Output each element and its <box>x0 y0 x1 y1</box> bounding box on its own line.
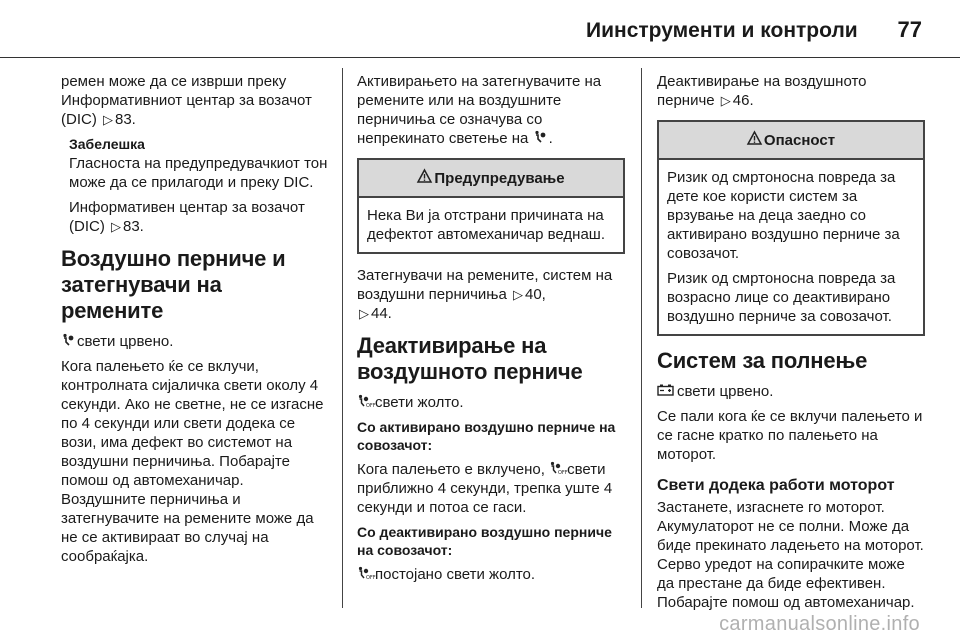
danger-paragraph-1: Ризик од смртоносна повреда за дете кое користи систем за врзување на деца заедно со активирано воздушно перниче за совозачот. <box>667 169 900 262</box>
paragraph-intro: ремен може да се изврши преку Информативниот центар за возачот (DIC) ▷ 83. <box>61 73 312 128</box>
note-paragraph-2: Информативен центар за возачот (DIC) ▷ 83. <box>69 199 305 235</box>
subheading-engine-running: Свети додека работи моторот <box>657 477 895 494</box>
page-ref-arrow-icon: ▷ <box>103 112 113 127</box>
paragraph-deactivation-ref: Деактивирање на воздушното перниче ▷ 46. <box>657 73 867 109</box>
page-ref: 40, <box>525 286 546 303</box>
subheading-airbag-on: Со активирано воздушно перниче на совозачот: <box>357 419 616 453</box>
danger-box <box>657 120 925 336</box>
section-heading-airbag: Воздушно перниче и затегнувачи на ремените <box>61 246 286 323</box>
watermark: carmanualsonline.info <box>719 613 920 635</box>
airbag-on-body: Кога палењето е вклучено, OFF свети приближно 4 секунди, трепка уште 4 секунди и потоа се гаси. <box>357 461 613 516</box>
paragraph-activation: Активирањето на затегнувачите на ремените или на воздушните перничиња се означува со непрекинато светење на . <box>357 73 602 147</box>
airbag-off-icon <box>549 460 568 479</box>
danger-paragraph-2: Ризик од смртоносна повреда за возрасно лице со деактивирано воздушно перниче за совозачот. <box>667 270 896 325</box>
column-divider-1 <box>342 68 343 608</box>
engine-running-body: Застанете, изгаснете го моторот. Акумулаторот не се полни. Може да биде прекинато ладењето на моторот. Серво уредот на сопирачките може да престане да биде ефективен. Побарајте помош од автомеханичар. <box>657 499 924 611</box>
danger-box-header: Опасност <box>659 122 923 160</box>
section-heading-deactivation: Деактивирање на воздушното перниче <box>357 333 583 384</box>
charging-body: Се пали кога ќе се вклучи палењето и се гасне кратко по палењето на моторот. <box>657 408 923 463</box>
svg-text:OFF: OFF <box>558 470 568 476</box>
page-ref-arrow-icon: ▷ <box>359 306 369 321</box>
page-ref: 46. <box>732 92 754 109</box>
warning-box <box>357 158 625 254</box>
svg-text:OFF: OFF <box>366 403 376 409</box>
section-heading-charging: Систем за полнење <box>657 348 868 373</box>
airbag-off-body: OFF постојано свети жолто. <box>357 565 625 584</box>
warning-box-header: Предупредување <box>359 160 623 198</box>
warning-triangle-icon <box>747 131 762 150</box>
warning-triangle-icon <box>417 169 432 188</box>
subheading-airbag-off: Со деактивирано воздушно перниче на совозачот: <box>357 524 612 558</box>
paragraph-refs: Затегнувачи на ремените, систем на воздушни перничиња ▷ 40, ▷ 44. <box>357 267 613 322</box>
airbag-icon <box>61 332 74 351</box>
note-block <box>61 135 329 236</box>
danger-box-body <box>659 160 923 334</box>
page-ref: 44. <box>371 305 392 322</box>
page-header-title: Иинструменти и контроли <box>586 19 858 42</box>
airbag-off-icon <box>357 393 376 412</box>
status-line: свети црвено. <box>657 382 925 401</box>
page-ref: 83. <box>115 111 136 128</box>
column-2 <box>357 72 625 584</box>
page-ref-arrow-icon: ▷ <box>111 219 121 234</box>
warning-box-body: Нека Ви ја отстрани причината на дефектот автомеханичар веднаш. <box>367 207 606 243</box>
airbag-icon <box>533 129 546 148</box>
svg-text:OFF: OFF <box>366 575 376 581</box>
battery-icon <box>657 382 674 401</box>
status-line: свети црвено. <box>61 332 329 351</box>
column-1 <box>61 72 329 566</box>
note-paragraph-1: Гласноста на предупредувачкиот тон може да се прилагоди и преку DIC. <box>69 155 328 191</box>
page-ref: 83. <box>123 218 144 235</box>
airbag-body: Кога палењето ќе се вклучи, контролната сијаличка свети околу 4 секунди. Ако не светне, не се изгасне по 4 секунди или свети додека се вози, има дефект во системот на воздушни перничиња. Побарајте помош од автомеханичар. Воздушните перничиња и затегнувачите на ремените може да не се активираат во случај на сообраќајка. <box>61 358 324 565</box>
page-ref-arrow-icon: ▷ <box>513 287 523 302</box>
airbag-off-icon <box>357 565 376 584</box>
header-divider <box>0 57 960 58</box>
column-3 <box>657 72 925 612</box>
status-line: OFF свети жолто. <box>357 393 625 412</box>
column-divider-2 <box>641 68 642 608</box>
page-ref-arrow-icon: ▷ <box>720 93 731 108</box>
page-number: 77 <box>897 17 922 42</box>
note-title: Забелешка <box>69 136 145 152</box>
